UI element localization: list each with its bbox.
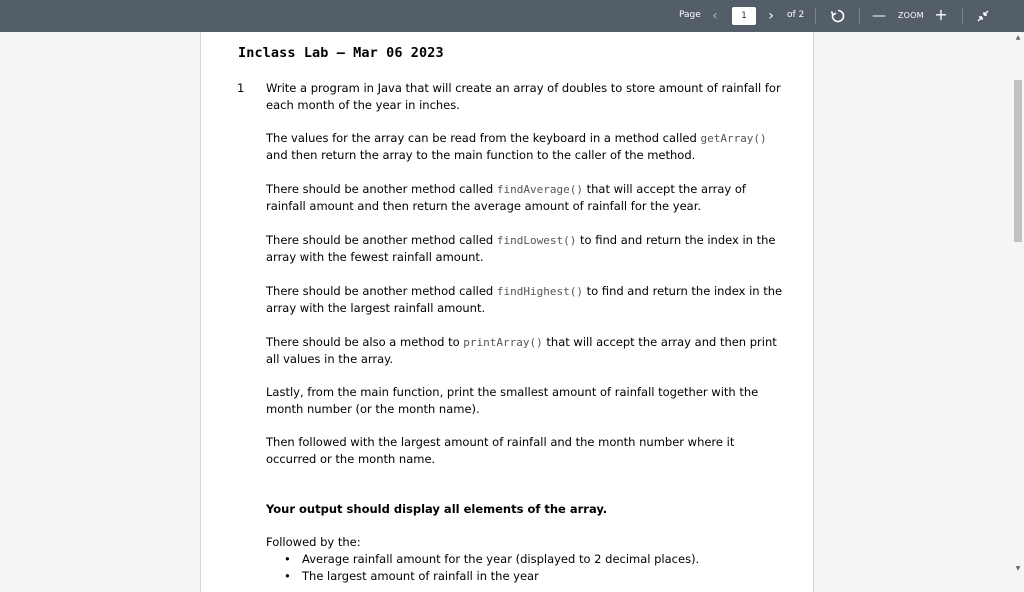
zoom-out-button[interactable]: —: [872, 8, 886, 24]
scroll-down-arrow-icon[interactable]: ▼: [1015, 565, 1021, 572]
zoom-in-button[interactable]: +: [934, 5, 948, 24]
paragraph-get-array: [266, 130, 786, 164]
toolbar-divider: [815, 8, 816, 24]
question-number: 1: [237, 81, 245, 95]
exit-fullscreen-button[interactable]: [975, 8, 991, 24]
text: There should be another method called: [266, 284, 497, 298]
document-viewer: [0, 32, 1024, 583]
text: There should be also a method to: [266, 335, 464, 349]
text: that will accept the array and then print all values in the array.: [266, 335, 777, 366]
paragraph-find-average: [266, 181, 786, 215]
code-print-array: printArray(): [463, 336, 543, 349]
page-number-input[interactable]: [732, 7, 756, 25]
toolbar-divider: [859, 8, 860, 24]
text: and then return the array to the main function to the caller of the method.: [266, 148, 696, 162]
paragraph-find-highest: [266, 283, 786, 317]
page-count: of 2: [787, 10, 805, 20]
text: that will accept the array of rainfall amount and then return the average amount of rainfall for the year.: [266, 182, 746, 213]
text: to find and return the index in the array with the fewest rainfall amount.: [266, 233, 776, 264]
text: There should be another method called: [266, 182, 497, 196]
paragraph-followed-by: Followed by the:: [266, 535, 361, 549]
document-page: [200, 32, 814, 592]
paragraph-find-lowest: [266, 232, 786, 266]
zoom-label: ZOOM: [898, 11, 924, 20]
vertical-scrollbar[interactable]: [1012, 32, 1024, 576]
page-title: Inclass Lab – Mar 06 2023: [238, 45, 444, 61]
toolbar-divider: [962, 8, 963, 24]
rotate-button[interactable]: [829, 7, 847, 25]
text: There should be another method called: [266, 233, 497, 247]
paragraph-intro: Write a program in Java that will create an array of doubles to store amount of rainfall for each month of the year in inches.: [266, 81, 781, 112]
paragraph-then: Then followed with the largest amount of rainfall and the month number where it occurred or the month name.: [266, 435, 735, 466]
paragraph-output-heading: Your output should display all elements of the array.: [266, 502, 608, 516]
rotate-icon: [829, 7, 847, 25]
code-find-highest: findHighest(): [496, 285, 583, 298]
code-find-average: findAverage(): [496, 183, 583, 196]
list-item: • Average rainfall amount for the year (displayed to 2 decimal places).: [283, 551, 783, 568]
paragraph-print-array: [266, 334, 786, 368]
page-label: Page: [679, 10, 701, 20]
paragraph-lastly: Lastly, from the main function, print the smallest amount of rainfall together with the month number (or the month name).: [266, 385, 759, 416]
collapse-icon: [975, 8, 991, 24]
scrollbar-thumb[interactable]: [1014, 80, 1022, 242]
requirements-list: [283, 551, 783, 585]
code-find-lowest: findLowest(): [496, 234, 577, 247]
text: to find and return the index in the array with the largest rainfall amount.: [266, 284, 783, 315]
next-page-button[interactable]: ›: [768, 8, 774, 24]
text: The values for the array can be read from the keyboard in a method called: [266, 131, 701, 145]
pdf-toolbar: [0, 0, 1024, 32]
code-get-array: getArray(): [700, 132, 767, 145]
previous-page-button[interactable]: ‹: [712, 8, 718, 24]
list-item: • The largest amount of rainfall in the year: [283, 568, 783, 585]
scroll-up-arrow-icon[interactable]: ▲: [1015, 34, 1021, 41]
